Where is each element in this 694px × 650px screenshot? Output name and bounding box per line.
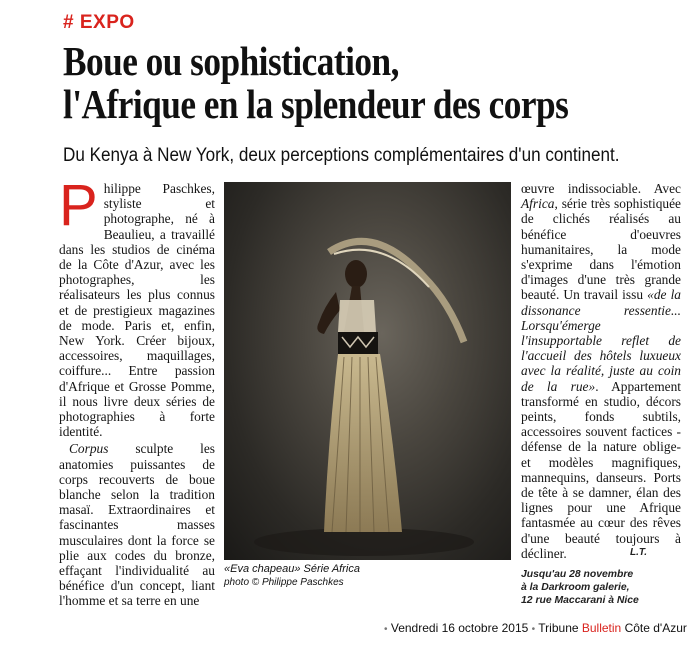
exhibition-info bbox=[521, 568, 661, 607]
dropcap: P bbox=[59, 173, 98, 238]
quote: «de la dissonance ressentie... Lorsqu'émerge l'insupportable reflet de l'accueil des hôtels luxueux avec la réalité, juste au coin de la rue» bbox=[521, 287, 681, 394]
footer-publication-suffix: Côte d'Azur bbox=[621, 621, 687, 635]
headline bbox=[63, 40, 605, 126]
subtitle: Du Kenya à New York, deux perceptions complémentaires d'un continent. bbox=[63, 145, 620, 166]
info-address: 12 rue Maccarani à Nice bbox=[521, 595, 639, 606]
intro-text: hilippe Paschkes, styliste et photographe, né à Beaulieu, a travaillé dans les studios de cinéma de la Côte d'Azur, avec les photographes, les réalisateurs les plus connus et de prestigieux magazines de mode. Paris et, enfin, New York. Créer bijoux, accessoires, maquillages, coiffure... Entre passion d'Afrique et Grosse Pomme, il nous livre deux séries de photographies à forte identité. bbox=[59, 181, 215, 440]
corpus-title: Corpus bbox=[69, 441, 109, 457]
section-tag: # EXPO bbox=[63, 12, 135, 33]
page-footer bbox=[384, 621, 687, 635]
author-signature: L.T. bbox=[630, 547, 648, 558]
left-column bbox=[59, 173, 215, 609]
photo-credit: photo © Philippe Paschkes bbox=[224, 577, 344, 588]
info-date: Jusqu'au 28 novembre bbox=[521, 569, 634, 580]
paragraph-corpus bbox=[59, 441, 215, 608]
paragraph-africa bbox=[521, 181, 681, 561]
footer-bullet-2: • bbox=[531, 624, 536, 635]
paragraph-intro bbox=[59, 173, 215, 440]
africa-title: Africa bbox=[521, 196, 555, 212]
caption-title: «Eva chapeau» Série Africa bbox=[224, 563, 360, 575]
headline-line-1: Boue ou sophistication, bbox=[63, 38, 399, 84]
footer-bullet-1: • bbox=[384, 624, 388, 635]
footer-date: Vendredi 16 octobre 2015 bbox=[390, 621, 529, 635]
right-column bbox=[521, 181, 681, 561]
photo-figure-illustration bbox=[224, 182, 511, 560]
corpus-text: sculpte les anatomies puissantes de corps recouverts de boue blanche selon la tradition masaï. Extraordinaires et fascinantes masses musculaires dont la force se plie aux codes du bronze, effaçant l'individualité au bénéfice d'un concept, liant l'homme et sa terre en une bbox=[59, 441, 215, 609]
footer-publication-prefix: Tribune bbox=[538, 621, 582, 635]
photo-caption bbox=[224, 563, 360, 589]
info-venue: à la Darkroom galerie, bbox=[521, 582, 630, 593]
article-photo bbox=[224, 182, 511, 560]
headline-line-2: l'Afrique en la splendeur des corps bbox=[63, 81, 569, 127]
africa-text-a: œuvre indissociable. Avec bbox=[521, 181, 681, 196]
africa-text-c: . Appartement transformé en studio, décors peints, fonds subtils, accessoires souvent factices -défense de la nature oblige- et modèles magnifiques, mannequins, danseurs. Ports de tête à se damner, élan des lignes pour une Afrique fantasmée au cœur des rêves d'une beauté toujours à décliner. bbox=[521, 378, 682, 561]
africa-text-b: , série très sophistiquée de clichés réalisés au bénéfice d'oeuvres humanitaires, la mode s'exprime dans l'émotion d'images d'une très grande beauté. Un travail issu bbox=[521, 196, 681, 303]
footer-publication-brand: Bulletin bbox=[581, 621, 622, 635]
